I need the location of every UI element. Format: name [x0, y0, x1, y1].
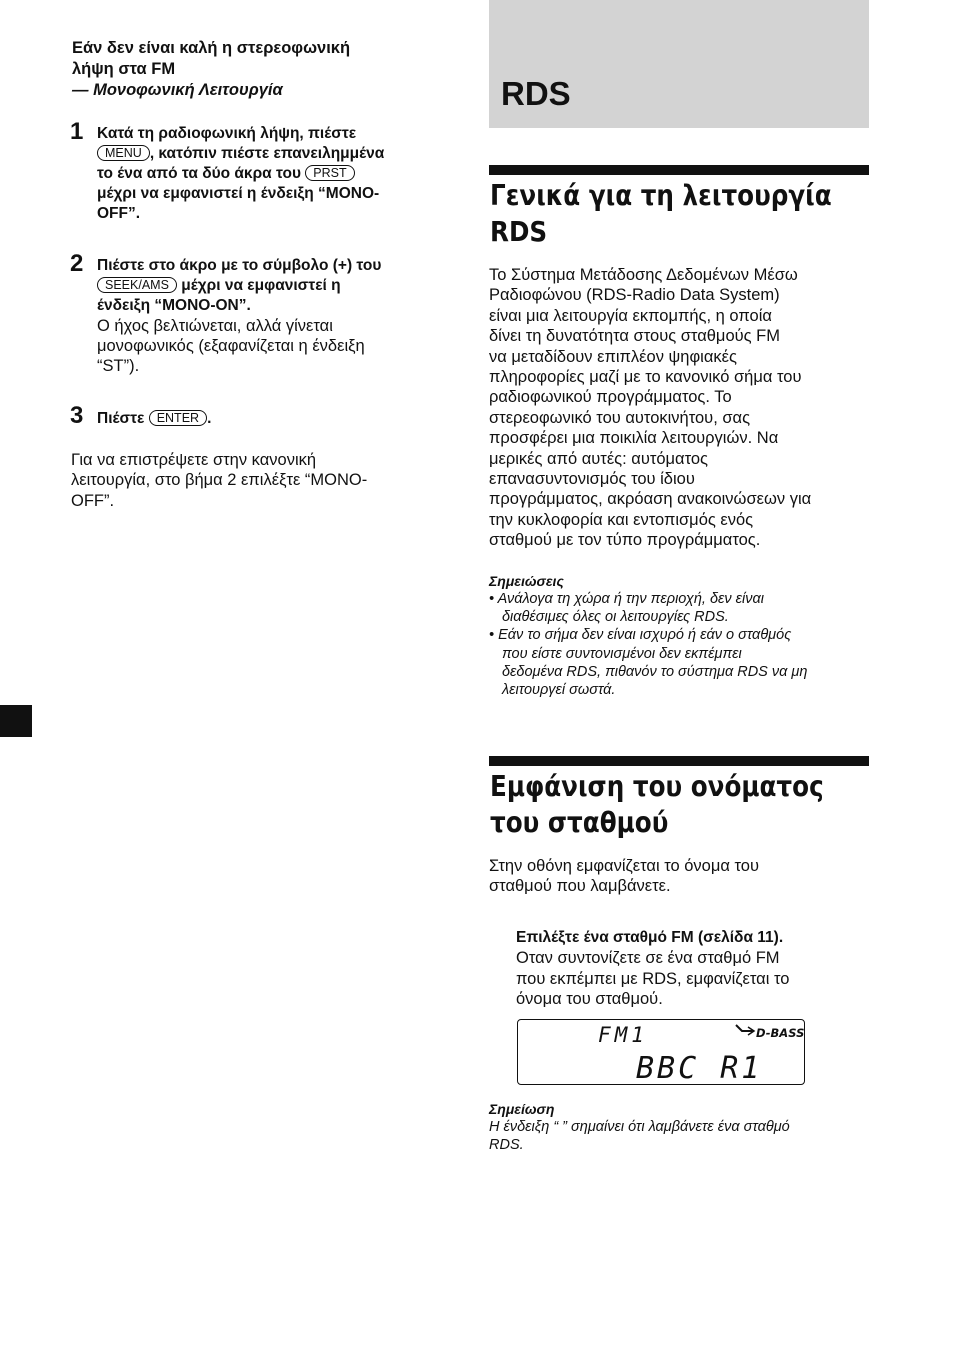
- s1-body-line: επανασυντονισμός του ίδιου: [489, 470, 695, 489]
- seek-ams-key: SEEK/AMS: [97, 277, 177, 293]
- section2-title-line1: Εμφάνιση του ονόματος: [490, 770, 824, 803]
- step-1-line2-text: , κατόπιν πιέστε επανειλημμένα: [149, 145, 385, 162]
- left-heading-line2: λήψη στα FM: [72, 60, 176, 78]
- step-2-note3: “ST”).: [97, 357, 140, 375]
- instruction-bold: Επιλέξτε ένα σταθμό FM (σελίδα 11).: [516, 929, 784, 946]
- instruction-line: που εκπέμπει με RDS, εμφανίζεται το: [516, 969, 790, 988]
- step-1-number: 1: [70, 118, 84, 145]
- step-3-before: Πιέστε: [97, 410, 145, 427]
- s1-body-line: είναι μια λειτουργία εκπομπής, η οποία: [489, 306, 772, 325]
- step-2-number: 2: [70, 250, 84, 277]
- section1-title-line1: Γενικά για τη λειτουργία: [490, 179, 832, 212]
- step-2-note2: μονοφωνικός (εξαφανίζεται η ένδειξη: [97, 337, 365, 355]
- s2-body-line: σταθμού που λαμβάνετε.: [489, 877, 671, 896]
- return-line3: OFF”.: [71, 491, 115, 510]
- section2-title: [490, 769, 824, 841]
- step-1-line5: OFF”.: [97, 205, 141, 222]
- section2-rule: [489, 756, 869, 766]
- lcd-display: [517, 1019, 805, 1085]
- s1-body-line: πληροφορίες μαζί με το κανονικό σήμα του: [489, 368, 802, 387]
- section2-note: [489, 1118, 790, 1154]
- step-3-text: [97, 409, 211, 429]
- note-line: λειτουργεί σωστά.: [502, 682, 616, 699]
- note2-line: RDS.: [489, 1137, 524, 1154]
- menu-key: MENU: [97, 145, 150, 161]
- prst-key: PRST: [305, 165, 354, 181]
- section1-notes: [489, 590, 807, 699]
- left-heading: [72, 38, 350, 101]
- step-1-line4: μέχρι να εμφανιστεί η ένδειξη “MONO-: [97, 185, 380, 202]
- note-line: διαθέσιμες όλες οι λειτουργίες RDS.: [502, 609, 729, 626]
- lcd-station-text: BBC R1: [636, 1051, 763, 1084]
- s1-body-line: δίνει τη δυνατότητα στους σταθμούς FM: [489, 327, 780, 346]
- note-line: • Εάν το σήμα δεν είναι ισχυρό ή εάν ο σταθμός: [489, 627, 792, 644]
- return-text: [71, 450, 367, 511]
- s1-body-line: μερικές από αυτές: αυτόματος: [489, 449, 709, 468]
- step-2-line1: Πιέστε στο άκρο με το σύμβολο (+) του: [97, 257, 382, 274]
- section2-body: [489, 856, 759, 897]
- lcd-display-graphic: [518, 1020, 804, 1084]
- s1-body-line: προγράμματος, ακρόαση ανακοινώσεων για: [489, 490, 812, 509]
- step-2-line2-text: μέχρι να εμφανιστεί η: [181, 277, 341, 294]
- rds-banner: [489, 0, 869, 128]
- note-line: • Ανάλογα τη χώρα ή την περιοχή, δεν είναι: [489, 591, 764, 607]
- s1-body-line: ραδιοφωνικού προγράμματος. Το: [489, 388, 732, 407]
- step-1-line2: [97, 144, 384, 164]
- note2-line: Η ένδειξη “ ” σημαίνει ότι λαμβάνετε ένα σταθμό: [489, 1119, 790, 1135]
- step-2-text: [97, 256, 381, 376]
- step-2-line3: ένδειξη “MONO-ON”.: [97, 297, 251, 314]
- note-line: που είστε συντονισμένοι δεν εκπέμπει: [502, 645, 742, 662]
- lcd-band-text: FM1: [598, 1023, 648, 1047]
- step-1-line3-text: το ένα από τα δύο άκρα του: [97, 165, 301, 182]
- section2-note-title: Σημείωση: [489, 1101, 555, 1117]
- left-heading-line1: Εάν δεν είναι καλή η στερεοφωνική: [72, 39, 351, 57]
- note-line: δεδομένα RDS, πιθανόν το σύστημα RDS να μη: [502, 663, 808, 680]
- enter-key: ENTER: [149, 410, 207, 426]
- section2-title-line2: του σταθμού: [490, 806, 669, 839]
- section1-notes-title: Σημειώσεις: [489, 573, 564, 589]
- s1-body-line: Ραδιοφώνου (RDS-Radio Data System): [489, 286, 780, 305]
- left-heading-subtitle: — Μονοφωνική Λειτουργία: [72, 81, 283, 99]
- section1-title-line2: RDS: [490, 215, 548, 248]
- s1-body-line: σταθμού με τον τύπο προγράμματος.: [489, 531, 761, 550]
- section1-body: [489, 265, 811, 551]
- speaker-icon: [736, 1025, 754, 1035]
- banner-title: RDS: [501, 75, 571, 112]
- s1-body-line: Το Σύστημα Μετάδοσης Δεδομένων Μέσω: [489, 266, 798, 284]
- s1-body-line: την κυκλοφορία και εντοπισμός ενός: [489, 510, 754, 529]
- s1-body-line: προσφέρει μια ποικιλία λειτουργιών. Να: [489, 429, 779, 448]
- step-2-note1: Ο ήχος βελτιώνεται, αλλά γίνεται: [97, 317, 333, 335]
- section1-title: [490, 178, 832, 250]
- page-side-tab: [0, 705, 32, 737]
- instruction-line: Οταν συντονίζετε σε ένα σταθμό FM: [516, 949, 780, 968]
- step-2-line2: [97, 276, 381, 296]
- s1-body-line: να μεταδίδουν επιπλέον ψηφιακές: [489, 347, 737, 366]
- step-1-text: [97, 124, 384, 224]
- section1-rule: [489, 165, 869, 175]
- lcd-dbass-text: D-BASS: [756, 1026, 804, 1040]
- return-line2: λειτουργία, στο βήμα 2 επιλέξτε “MONO-: [71, 471, 368, 490]
- step-3-after: .: [207, 410, 212, 427]
- s1-body-line: στερεοφωνικό του αυτοκινήτου, σας: [489, 408, 751, 427]
- return-line1: Για να επιστρέψετε στην κανονική: [71, 451, 317, 469]
- instruction-line: όνομα του σταθμού.: [516, 990, 663, 1009]
- section2-instruction: [516, 928, 789, 1010]
- step-3-number: 3: [70, 402, 84, 429]
- step-1-line1: Κατά τη ραδιοφωνική λήψη, πιέστε: [97, 125, 357, 142]
- s2-body-line: Στην οθόνη εμφανίζεται το όνομα του: [489, 857, 759, 875]
- step-1-line3: [97, 164, 384, 184]
